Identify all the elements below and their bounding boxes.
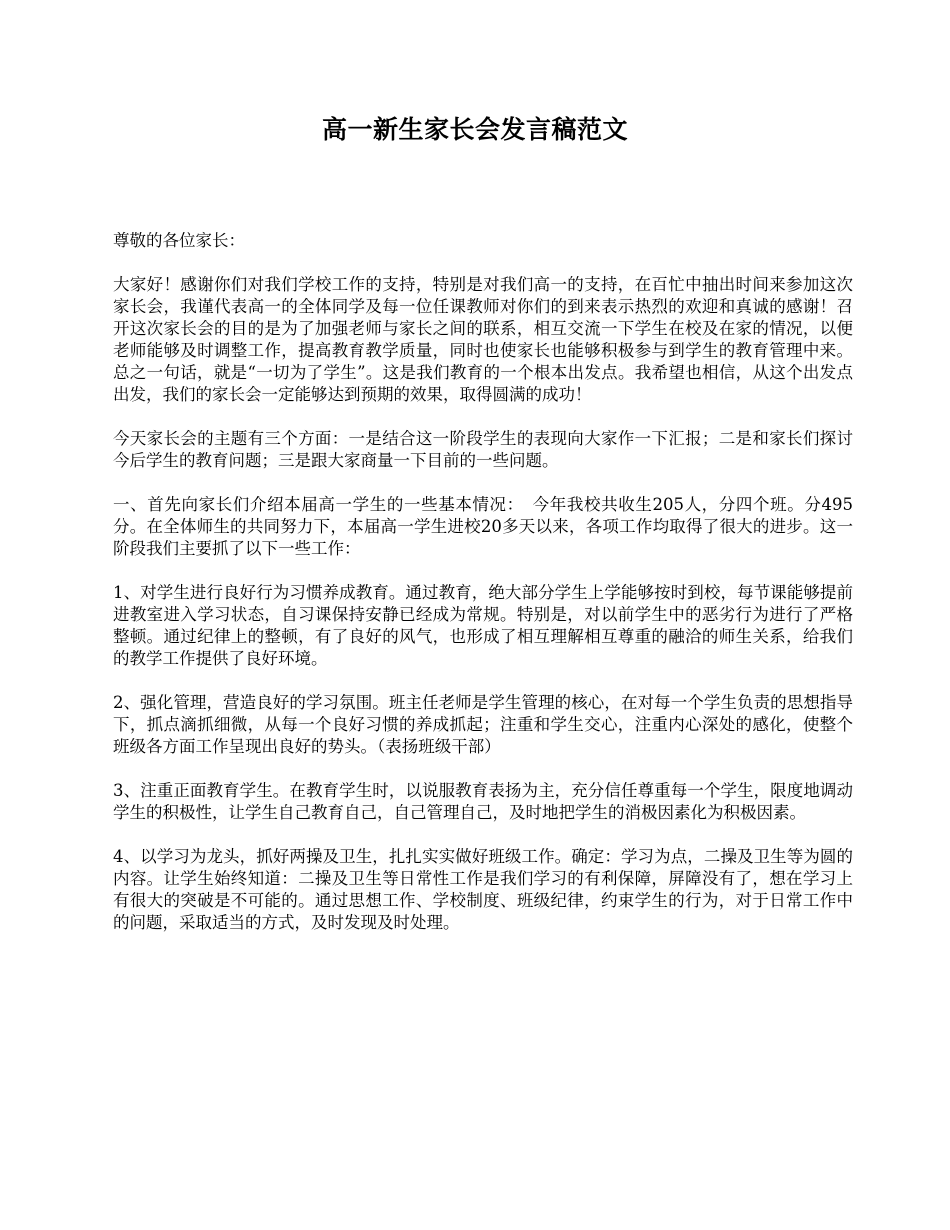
paragraph-item-4: 4、以学习为龙头，抓好两操及卫生，扎扎实实做好班级工作。确定：学习为点，二操及卫生等为圆的内容。让学生始终知道：二操及卫生等日常性工作是我们学习的有利保障，屏障没有了，想在学习上有很大的突破是不可能的。通过思想工作、学校制度、班级纪律，约束学生的行为，对于日常工作中的问题，采取适当的方式，及时发现及时处理。 bbox=[113, 847, 853, 932]
paragraph-item-3: 3、注重正面教育学生。在教育学生时，以说服教育表扬为主，充分信任尊重每一个学生，限度地调动学生的积极性，让学生自己教育自己，自己管理自己，及时地把学生的消极因素化为积极因素。 bbox=[113, 781, 853, 822]
paragraph-themes: 今天家长会的主题有三个方面：一是结合这一阶段学生的表现向大家作一下汇报；二是和家长们探讨今后学生的教育问题；三是跟大家商量一下目前的一些问题。 bbox=[113, 429, 853, 470]
salutation: 尊敬的各位家长： bbox=[113, 231, 245, 250]
document-body bbox=[113, 230, 853, 956]
paragraph-intro: 大家好！感谢你们对我们学校工作的支持，特别是对我们高一的支持，在百忙中抽出时间来参加这次家长会，我谨代表高一的全体同学及每一位任课教师对你们的到来表示热烈的欢迎和真诚的感谢！召开这次家长会的目的是为了加强老师与家长之间的联系，相互交流一下学生在校及在家的情况，以便老师能够及时调整工作，提高教育教学质量，同时也使家长也能够积极参与到学生的教育管理中来。总之一句话，就是“一切为了学生”。这是我们教育的一个根本出发点。我希望也相信，从这个出发点出发，我们的家长会一定能够达到预期的效果，取得圆满的成功！ bbox=[113, 275, 853, 404]
document-title: 高一新生家长会发言稿范文 bbox=[321, 115, 628, 144]
paragraph-item-1: 1、对学生进行良好行为习惯养成教育。通过教育，绝大部分学生上学能够按时到校，每节课能够提前进教室进入学习状态，自习课保持安静已经成为常规。特别是，对以前学生中的恶劣行为进行了严格整顿。通过纪律上的整顿，有了良好的风气，也形成了相互理解相互尊重的融洽的师生关系，给我们的教学工作提供了良好环境。 bbox=[113, 583, 853, 668]
paragraph-item-2: 2、强化管理，营造良好的学习氛围。班主任老师是学生管理的核心，在对每一个学生负责的思想指导下，抓点滴抓细微，从每一个良好习惯的养成抓起；注重和学生交心，注重内心深处的感化，使整个班级各方面工作呈现出良好的势头。（表扬班级干部） bbox=[113, 693, 853, 756]
paragraph-section-1: 一、首先向家长们介绍本届高一学生的一些基本情况： 今年我校共收生205人，分四个班。分495分。在全体师生的共同努力下，本届高一学生进校20多天以来，各项工作均取得了很大的进步。这一阶段我们主要抓了以下一些工作： bbox=[113, 495, 853, 558]
